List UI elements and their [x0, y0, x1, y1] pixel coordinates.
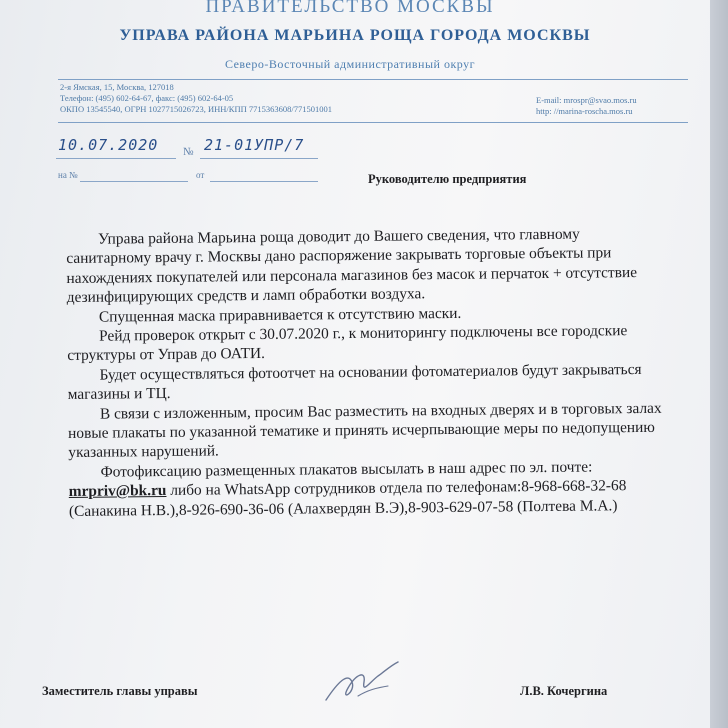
email-line: E-mail: mrospr@svao.mos.ru: [536, 95, 637, 105]
ref-from-line: [210, 181, 318, 182]
signer-name: Л.В. Кочергина: [520, 684, 608, 698]
address-line: 2-я Ямская, 15, Москва, 127018: [60, 82, 174, 92]
header-divider-bottom: [58, 122, 688, 123]
paragraph-5: В связи с изложенным, просим Вас разместить на входных дверях и в торговых залах новые плакаты по указанной тематике и принять исчерпывающие меры по недопущению указанных нарушений.: [68, 399, 662, 462]
email-link[interactable]: mrpriv@bk.ru: [68, 482, 167, 501]
paragraph-6: [68, 457, 669, 521]
number-prefix: №: [183, 146, 194, 158]
number-underline: [200, 158, 318, 159]
registration-date: 10.07.2020: [58, 136, 159, 154]
ref-from-label: от: [196, 170, 205, 180]
header-divider-top: [58, 79, 688, 80]
letter-body: [66, 224, 669, 521]
codes-line: ОКПО 13545540, ОГРН 1027715026723, ИНН/КПП 7715363608/771501001: [60, 104, 332, 114]
addressee: Руководителю предприятия: [368, 172, 527, 186]
signer-title: Заместитель главы управы: [42, 684, 198, 698]
paragraph-6-end: либо на WhatsApp сотрудников отдела по телефонам:8-968-668-32-68 (Санакина Н.В.),8-926-690-36-06 (Алахвердян В.Э),8-903-629-07-58 (Полтева М.А.): [68, 477, 627, 520]
http-line: http: //marina-roscha.mos.ru: [536, 106, 633, 116]
contact-block: [60, 82, 390, 115]
government-title: ПРАВИТЕЛЬСТВО МОСКВЫ: [205, 0, 495, 17]
paragraph-2: Спущенная маска приравнивается к отсутствию маски.: [98, 304, 462, 326]
web-contact-block: [536, 95, 706, 117]
handwritten-signature: [318, 652, 408, 712]
ref-number-label: на №: [58, 170, 78, 180]
paragraph-3: Рейд проверок открыт с 30.07.2020 г., к мониторингу подключены все городские структуры от Управ до ОАТИ.: [67, 322, 628, 365]
uprava-title: УПРАВА РАЙОНА МАРЬИНА РОЩА ГОРОДА МОСКВЫ: [119, 27, 591, 44]
page-edge-shadow: [710, 0, 728, 728]
date-underline: [56, 158, 176, 159]
ref-number-line: [80, 181, 188, 182]
paragraph-1: Управа района Марьина роща доводит до Вашего сведения, что главному санитарному врачу г. Москвы дано распоряжение закрывать торговые объекты при нахождениях покупателей или персонала магазинов без масок и перчаток + отсутствие дезинфицирующих средств и ламп обработки воздуха.: [66, 225, 638, 307]
registration-number: 21-01УПР/7: [204, 136, 305, 154]
phone-line: Телефон: (495) 602-64-67, факс: (495) 602-64-05: [60, 93, 234, 103]
okrug-subtitle: Северо-Восточный административный округ: [224, 57, 476, 71]
paragraph-6-start: Фотофиксацию размещенных плакатов высылать в наш адрес по эл. почте:: [100, 458, 593, 481]
paragraph-4: Будет осуществляться фотоотчет на основании фотоматериалов будут закрываться магазины и ТЦ.: [67, 360, 642, 404]
